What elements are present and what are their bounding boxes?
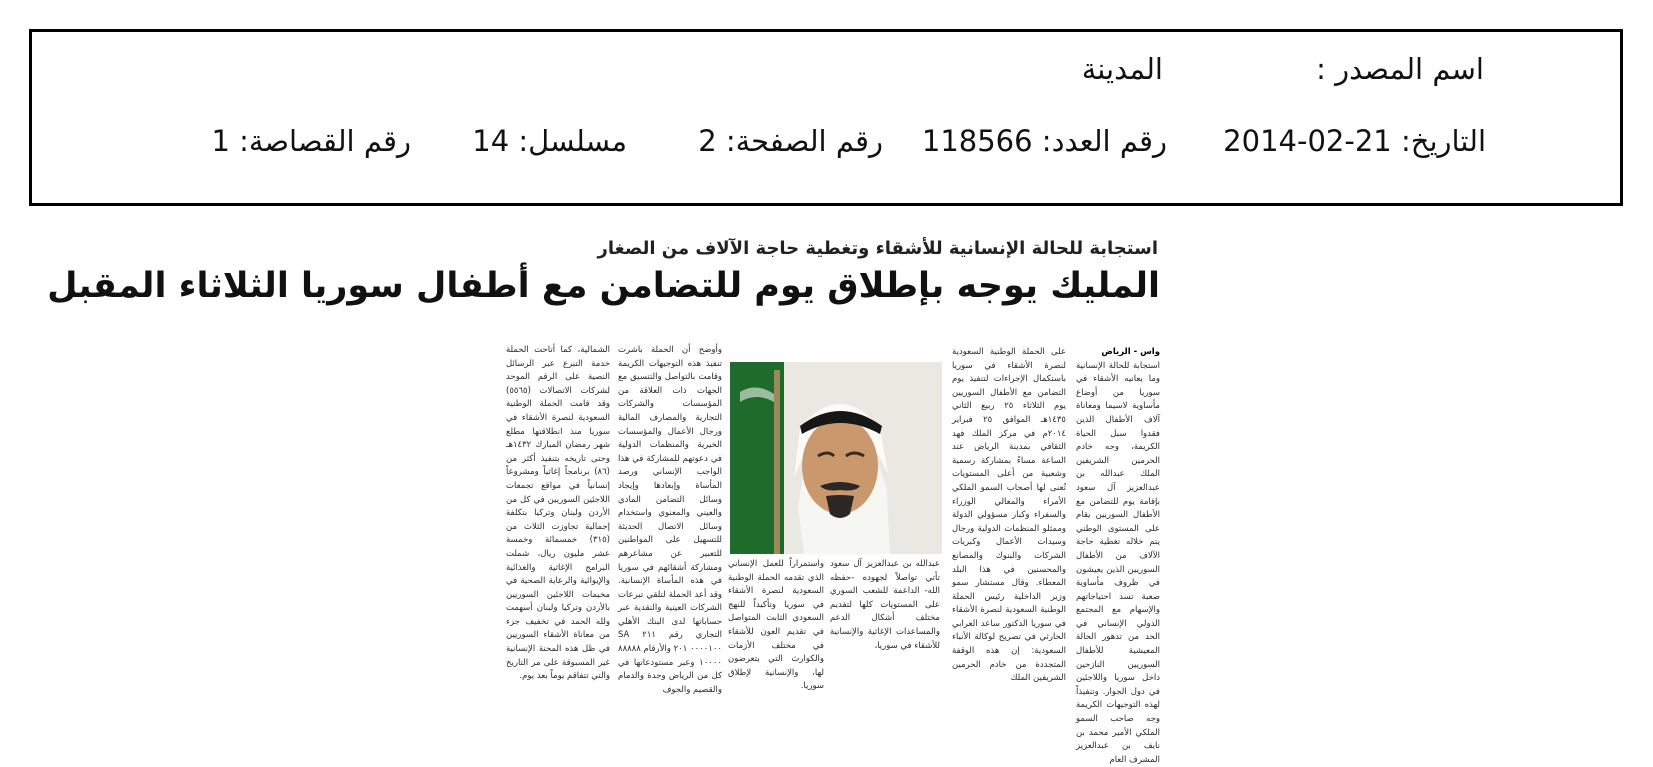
article-column-3 [618,344,722,695]
article-column-4a-text: واستمراراً للعمل الإنساني الذي تقدمه الحملة الوطنية السعودية لنصرة الأشقاء في سوريا وتأكيداً للنهج السعودي الثابت المتواصل في تقديم العون للأشقاء في مختلف الأزمات والكوارث التي يتعرضون لها، والإنسانية لإطلاق سوريا. [728,559,824,692]
date-field: التاريخ: 21-02-2014 [1223,124,1486,158]
source-label: اسم المصدر : [1316,52,1484,86]
article-column-1 [1076,346,1160,765]
article-column-3a [830,558,940,652]
article-kicker: استجابة للحالة الإنسانية للأشقاء وتغطية حاجة الآلاف من الصغار [597,238,1158,259]
article-column-2-text: على الحملة الوطنية السعودية لنصرة الأشقاء في سوريا باستكمال الإجراءات لتنفيذ يوم التضامن مع الأطفال السوريين يوم الثلاثاء ٢٥ ربيع الثاني ١٤٣٥هـ الموافق ٢٥ فبراير ٢٠١٤م في مركز الملك فهد الثقافي بمدينة الرياض عند الساعة مساءً بمشاركة رسمية وشعبية من أعلى المستويات تُعنى لها أصحاب السمو الملكي الأمراء والمعالي الوزراء والسفراء وكبار مسؤولي الدولة وممثلو المنظمات الدولية ورجال وسيدات الأعمال وكبريات الشركات والبنوك والمصانع والمحسنين في هذا البلد المعطاء. وقال مستشار سمو وزير الداخلية رئيس الحملة الوطنية السعودية لنصرة الأشقاء في سوريا الدكتور ساعد العرابي الحارثي في تصريح لوكالة الأنباء السعودية: إن هذه الوقفة المتجددة من خادم الحرمين الشريفين الملك [952,347,1066,684]
article-headline: المليك يوجه بإطلاق يوم للتضامن مع أطفال سوريا الثلاثاء المقبل [47,266,1160,306]
article-column-4a [728,558,824,692]
newspaper-clipping [47,236,1170,765]
source-value: المدينة [1081,52,1163,86]
article-column-1-text: استجابة للحالة الإنسانية وما يعانيه الأشقاء في سوريا من أوضاع مأساوية لاسيما ومعاناة آلاف الأطفال الذين فقدوا سبل الحياة الكريمة، وجه خادم الحرمين الشريفين الملك عبدالله بن عبدالعزيز آل سعود بإقامة يوم للتضامن مع الأطفال السوريين يقام على المستوى الوطني يتم خلاله تغطية حاجة الآلاف من الأطفال السوريين الذين يعيشون في ظروف مأساوية صعبة تسد احتياجاتهم والإسهام مع المجتمع الدولي الإنساني في الحد من تدهور الحالة المعيشية للأطفال السوريين النازحين داخل سوريا واللاجئين في دول الجوار. وتنفيذاً لهذه التوجيهات الكريمة وجه صاحب السمو الملكي الأمير محمد بن نايف بن عبدالعزيز المشرف العام [1076,360,1160,765]
article-column-3a-text: عبدالله بن عبدالعزيز آل سعود تأتي تواصلاً لجهوده -حفظه الله- الداعمة للشعب السوري على المستويات كلها لتقديم مختلف أشكال الدعم والمساعدات الإغاثية والإنسانية للأشقاء في سوريا، [830,559,940,651]
portrait-illustration [730,362,942,554]
clip-number-field: رقم القصاصة: 1 [211,124,411,158]
article-byline: واس - الرياض [1101,347,1160,357]
issue-number-field: رقم العدد: 118566 [921,124,1167,158]
article-column-4-text: الشمالية، كما أتاحت الحملة خدمة التبرع عبر الرسائل النصية على الرقم الموحد لشركات الاتصالات (٥٥٦٥) وقد قامت الحملة الوطنية السعودية لنصرة الأشقاء في سوريا منذ انطلاقتها مطلع شهر رمضان المبارك ١٤٣٢هـ وحتى تاريخه بتنفيذ أكثر من (٨٦) برنامجاً إغاثياً ومشروعاً إنسانياً في مواقع تجمعات اللاجئين السوريين في كل من الأردن ولبنان وتركيا بتكلفة إجمالية تجاوزت الثلاث من (٣١٥) خمسمائة وخمسة عشر مليون ريال، شملت البرامج الإغاثية والغذائية والإيوائية والرعاية الصحية في مخيمات اللاجئين السوريين بالأردن وتركيا ولبنان أسهمت ولله الحمد في تخفيف جزء من معاناة الأشقاء السوريين في ظل هذه المحنة الإنسانية غير المسبوقة على مر التاريخ والتي تتفاقم يوماً بعد يوم. [506,345,610,682]
king-photo [730,362,942,554]
article-column-4 [506,344,610,682]
page-number-field: رقم الصفحة: 2 [698,124,883,158]
article-column-2 [952,346,1066,684]
article-column-3-text: وأوضح أن الحملة باشرت تنفيذ هذه التوجيهات الكريمة وقامت بالتواصل والتنسيق مع الجهات ذات العلاقة من المؤسسات والشركات التجارية والمصارف المالية ورجال الأعمال والمؤسسات الخيرية والمنظمات الدولية في دعوتهم للمشاركة في هذا الواجب الإنساني ورصد المأساة وإبعادها وإيجاد وسائل التضامن المادي والعيني والمعنوي واستخدام وسائل الاتصال الحديثة للتسهيل على المواطنين للتعبير عن مشاعرهم ومشاركة أشقائهم في سوريا في هذه المأساة الإنسانية. وقد أعد الحملة لتلقي تبرعات الشركات العينية والنقدية عبر حساباتها لدى البنك الأهلي التجاري رقم ٢١١ SA ٠٠٠٠١٠٠ ٢٠١ والأرقام ٨٨٨٨٨ ١٠٠٠٠ وعبر مستودعاتها في كل من الرياض وجدة والدمام والقصيم والجوف [618,345,722,695]
serial-field: مسلسل: 14 [472,124,627,158]
